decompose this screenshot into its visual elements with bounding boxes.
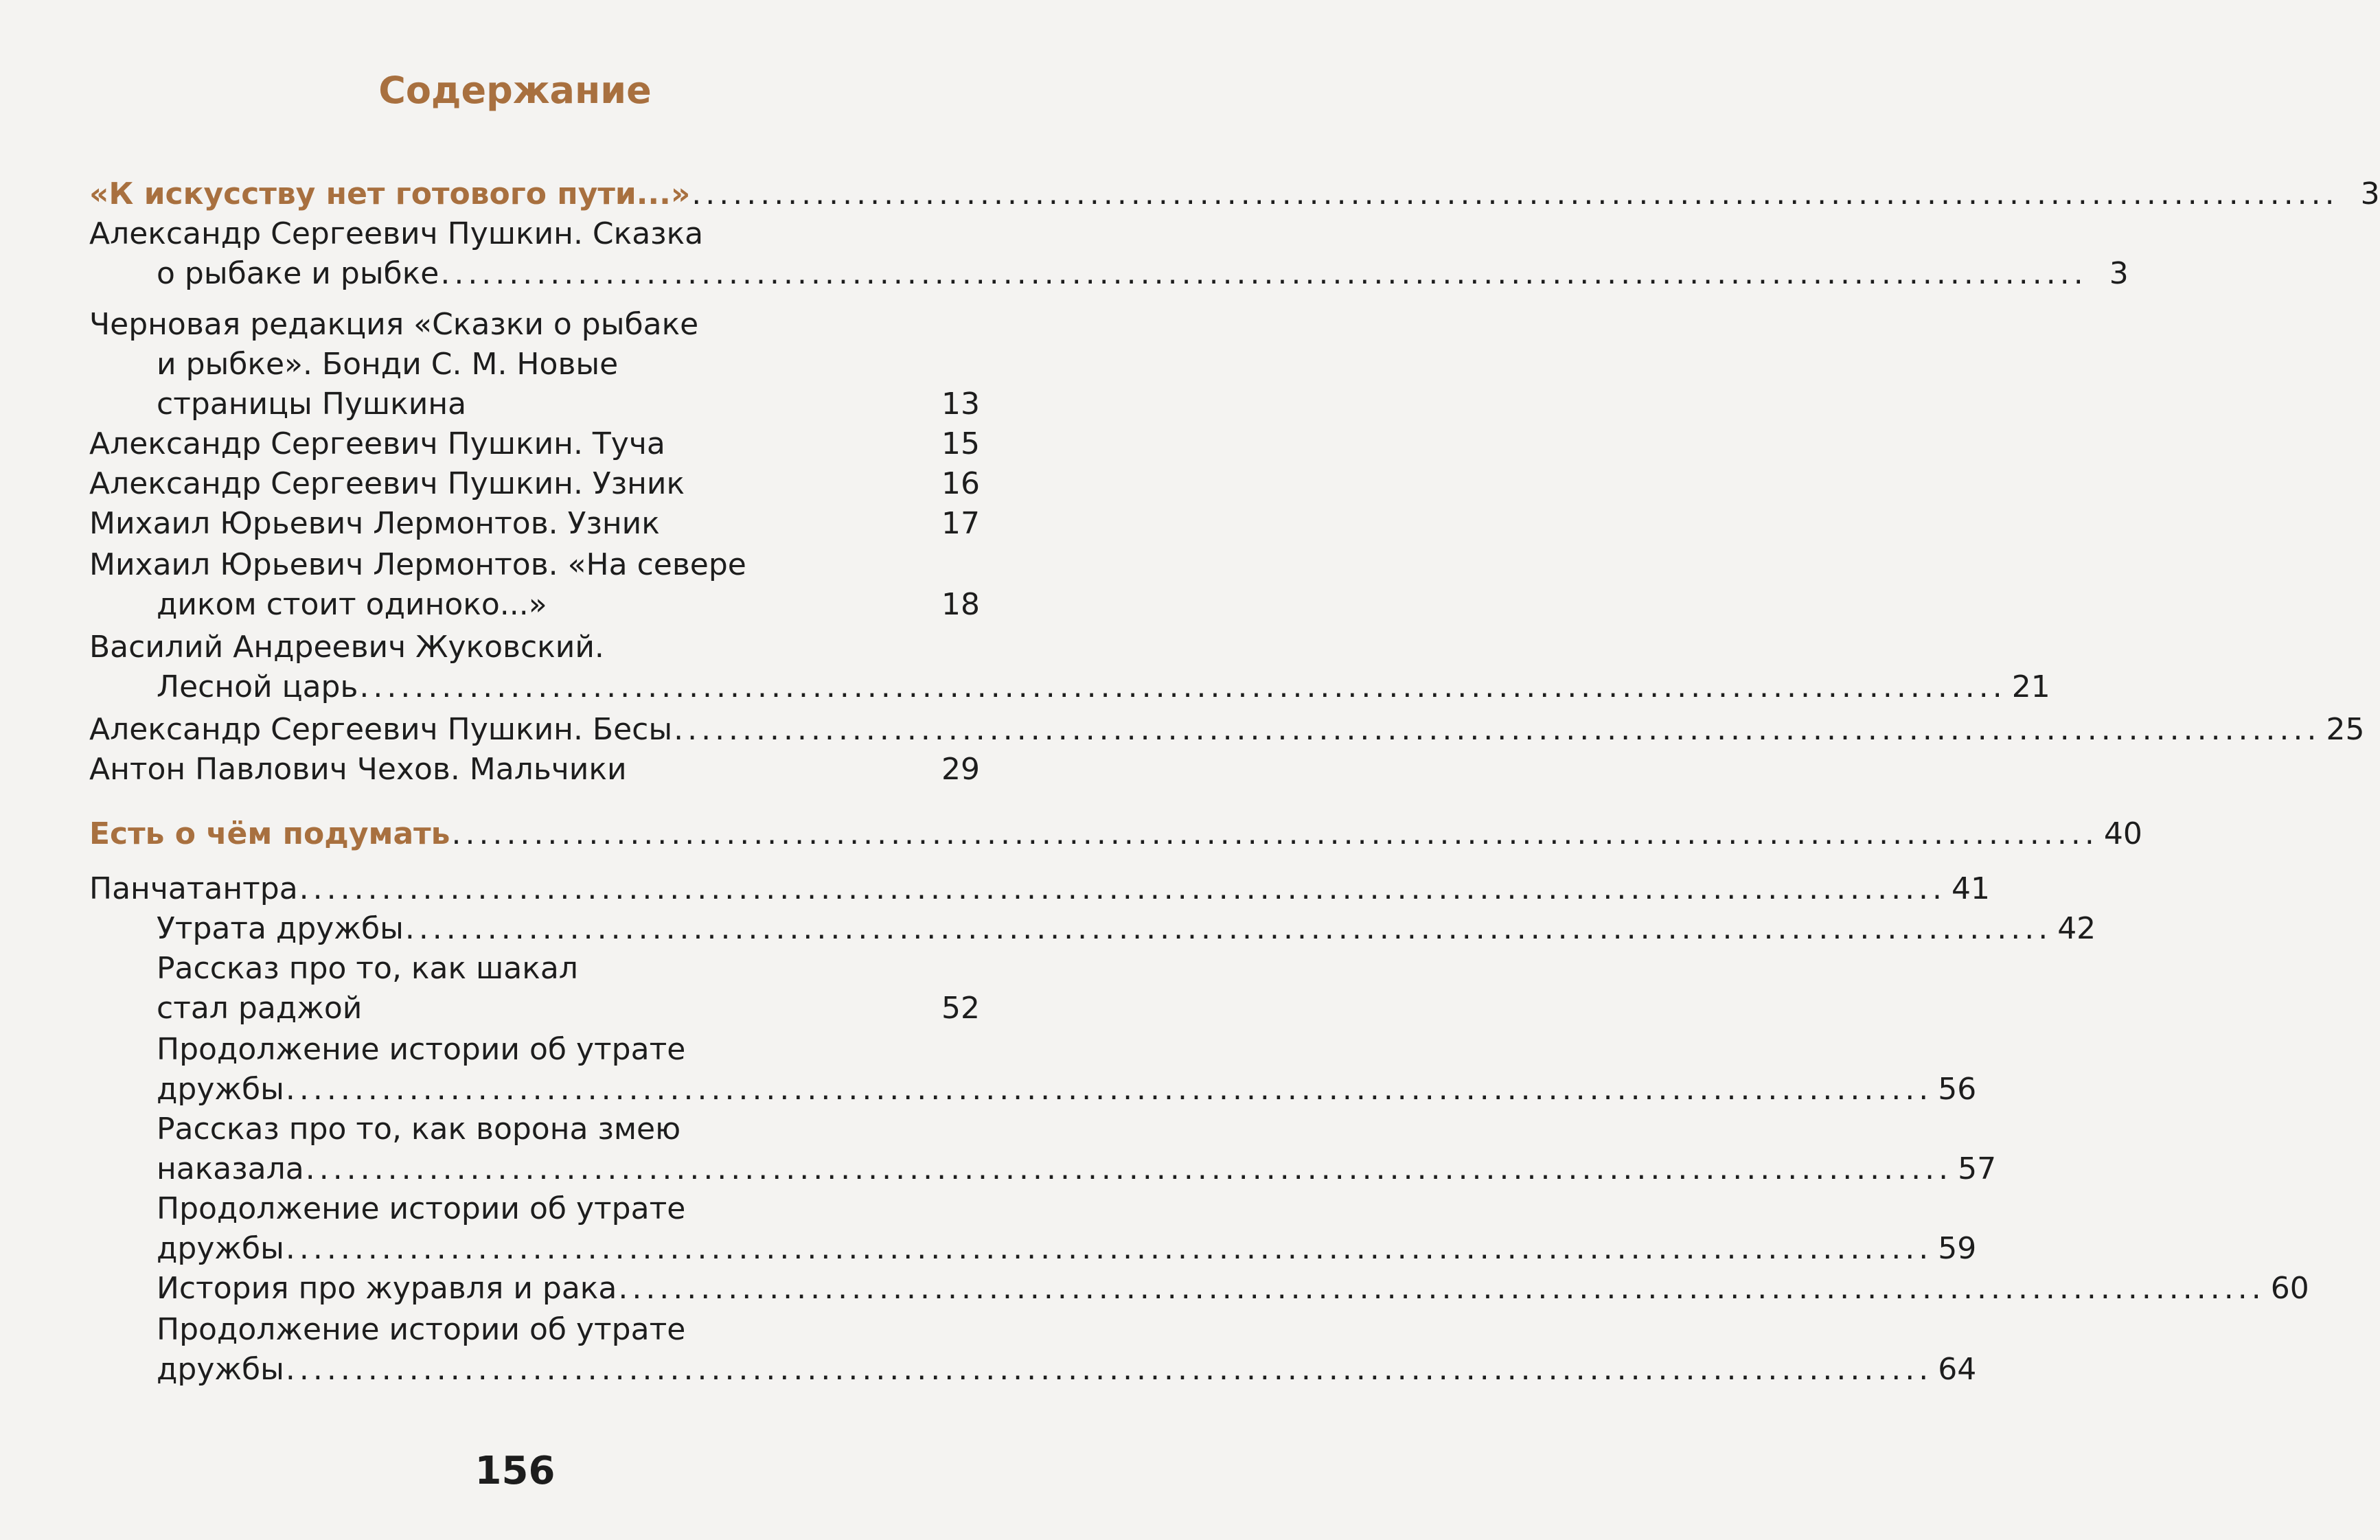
toc-entry	[89, 464, 980, 504]
dot-leader: ........................................................................................................................	[285, 1231, 1933, 1266]
toc-entry	[157, 949, 980, 989]
dot-leader: ........................................................................................................................	[451, 816, 2098, 851]
toc-page-number: 40	[2103, 816, 2142, 851]
toc-page-number: 60	[2270, 1271, 2309, 1306]
toc-entry-title: Антон Павлович Чехов. Мальчики	[89, 752, 627, 787]
toc-entry-title: Михаил Юрьевич Лермонтов. Узник	[89, 506, 660, 541]
toc-page-number: 25	[2326, 712, 2365, 747]
toc-page-number: 56	[1938, 1072, 1977, 1107]
toc-entry-title: Утрата дружбы	[157, 911, 404, 946]
toc-page-number: 41	[1952, 871, 1991, 906]
toc-entry-title: Есть о чём подумать	[89, 816, 450, 851]
toc-entry	[157, 585, 980, 625]
toc-page-number: 59	[1938, 1231, 1977, 1266]
dot-leader: ........................................................................................................................	[674, 712, 2321, 747]
toc-entry	[89, 545, 980, 585]
toc-entry	[157, 1189, 980, 1229]
toc-entry	[157, 345, 980, 384]
toc-entry	[157, 1269, 2309, 1309]
toc-entry-title: Рассказ про то, как ворона змею	[157, 1112, 681, 1147]
toc-entry-title: Александр Сергеевич Пушкин. Сказка	[89, 216, 704, 251]
toc-section-heading	[89, 174, 2380, 214]
toc-entry-title: Василий Андреевич Жуковский.	[89, 630, 604, 665]
toc-entry-title: История про журавля и рака	[157, 1271, 617, 1306]
toc-entry-title: дружбы	[157, 1072, 284, 1107]
toc-page-number: 17	[941, 506, 980, 541]
toc-page-number: 18	[941, 587, 980, 622]
toc-entry	[89, 710, 2365, 750]
toc-page-number: 42	[2057, 911, 2096, 946]
toc-entry-title: Рассказ про то, как шакал	[157, 951, 578, 986]
dot-leader: ........................................................................................................................	[440, 256, 2087, 291]
toc-entry-title: дружбы	[157, 1231, 284, 1266]
toc-entry-title: Продолжение истории об утрате	[157, 1032, 686, 1067]
toc-entry	[157, 667, 2050, 707]
toc-entry-title: Александр Сергеевич Пушкин. Бесы	[89, 712, 673, 747]
toc-entry	[157, 1070, 1977, 1110]
toc-entry	[157, 1030, 980, 1070]
toc-entry-title: и рыбке». Бонди С. М. Новые	[157, 347, 619, 382]
dot-leader: ........................................................................................................................	[404, 911, 2052, 946]
toc-page-number: 3	[2360, 176, 2380, 211]
toc-page-number: 15	[941, 426, 980, 461]
toc-entry-title: Александр Сергеевич Пушкин. Узник	[89, 466, 685, 501]
toc-entry-title: дружбы	[157, 1352, 284, 1387]
toc-page-number: 16	[941, 466, 980, 501]
toc-page-number: 13	[941, 387, 980, 422]
dot-leader: ........................................................................................................................	[285, 1352, 1933, 1387]
toc-entry-title: стал раджой	[157, 991, 363, 1026]
dot-leader: ........................................................................................................................	[618, 1271, 2265, 1306]
toc-entry	[157, 1310, 980, 1350]
toc-entry	[157, 1149, 1997, 1189]
toc-page-number: 21	[2011, 669, 2050, 704]
page-title: Содержание	[378, 69, 652, 112]
toc-entry	[89, 305, 980, 345]
toc-entry	[157, 1350, 1977, 1390]
toc-page-number: 29	[941, 752, 980, 787]
toc-page-number: 52	[941, 991, 980, 1026]
toc-entry-title: Лесной царь	[157, 669, 358, 704]
dot-leader: ........................................................................................................................	[299, 871, 1947, 906]
toc-entry	[89, 750, 980, 790]
toc-entry-title: наказала	[157, 1151, 304, 1186]
toc-entry	[89, 628, 980, 667]
toc-entry-title: страницы Пушкина	[157, 387, 467, 422]
toc-entry	[89, 869, 1991, 909]
toc-page-number: 57	[1958, 1151, 1997, 1186]
toc-entry-title: диком стоит одиноко...»	[157, 587, 547, 622]
toc-entry-title: Продолжение истории об утрате	[157, 1312, 686, 1347]
dot-leader: ........................................................................................................................	[285, 1072, 1933, 1107]
toc-entry	[157, 1110, 980, 1149]
toc-entry	[157, 989, 980, 1028]
toc-section-heading	[89, 814, 2142, 854]
toc-entry	[157, 384, 980, 424]
toc-page-number: 3	[2109, 256, 2129, 291]
toc-entry	[157, 254, 2129, 294]
dot-leader: ........................................................................................................................	[691, 176, 2339, 211]
dot-leader: ........................................................................................................................	[305, 1151, 1953, 1186]
toc-entry	[89, 214, 980, 254]
toc-page-number: 64	[1938, 1352, 1977, 1387]
toc-entry	[89, 424, 980, 464]
dot-leader: ........................................................................................................................	[359, 669, 2006, 704]
toc-entry-title: Черновая редакция «Сказки о рыбаке	[89, 307, 699, 342]
page-number: 156	[474, 1449, 556, 1493]
toc-entry	[157, 909, 2096, 949]
toc-entry-title: Михаил Юрьевич Лермонтов. «На севере	[89, 547, 746, 582]
toc-entry-title: о рыбаке и рыбке	[157, 256, 439, 291]
toc-entry	[89, 504, 980, 544]
toc-entry-title: Александр Сергеевич Пушкин. Туча	[89, 426, 665, 461]
toc-entry-title: Продолжение истории об утрате	[157, 1191, 686, 1226]
toc-entry-title: «К искусству нет готового пути...»	[89, 176, 691, 211]
toc-entry-title: Панчатантра	[89, 871, 298, 906]
toc-entry	[157, 1229, 1977, 1269]
